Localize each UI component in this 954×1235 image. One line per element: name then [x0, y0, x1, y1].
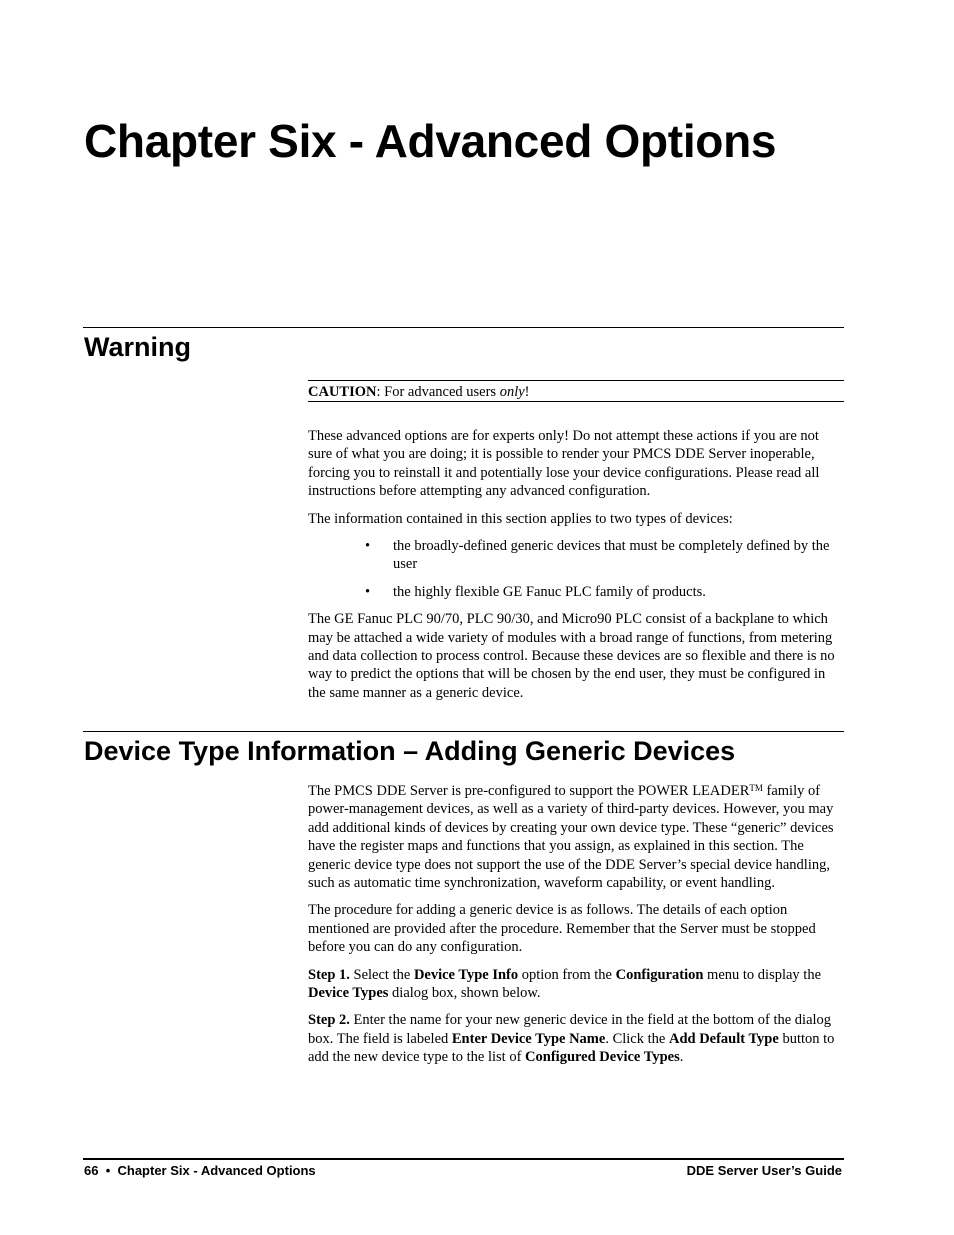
- chapter-title: Chapter Six - Advanced Options: [84, 115, 777, 167]
- caution-label: CAUTION: [308, 384, 377, 400]
- footer-left: [84, 1162, 316, 1179]
- step-term: Configuration: [615, 966, 704, 983]
- footer-rule: [83, 1158, 844, 1160]
- section-rule-device-type: [83, 731, 844, 732]
- step-term: Configured Device Types: [525, 1049, 680, 1066]
- step-term: Enter Device Type Name: [451, 1030, 606, 1047]
- step-text: menu to display the: [703, 966, 822, 983]
- step-2: [308, 1011, 844, 1066]
- section-heading-warning: Warning: [84, 332, 191, 362]
- caution-text-end: !: [524, 384, 530, 400]
- caution-emphasis: only: [499, 384, 525, 400]
- list-item: [365, 583, 844, 601]
- paragraph: The GE Fanuc PLC 90/70, PLC 90/30, and Micro90 PLC consist of a backplane to which may be attached a wide variety of modules with a broad range of functions, from metering and data collection to process control. Because these devices are so flexible and there is no way to predict the options that will be chosen by the end user, they must be configured in the same manner as a generic device.: [308, 611, 835, 701]
- paragraph: The information contained in this section applies to two types of devices:: [308, 510, 733, 527]
- paragraph-text: The PMCS DDE Server is pre-configured to support the POWER LEADER: [308, 783, 750, 799]
- section-heading-device-type: Device Type Information – Adding Generic Devices: [84, 736, 736, 766]
- footer-chapter: Chapter Six - Advanced Options: [117, 1163, 316, 1178]
- step-term: Device Types: [308, 985, 389, 1002]
- step-text: . Click the: [605, 1030, 669, 1047]
- device-type-list: [308, 537, 844, 601]
- paragraph-text: family of power-management devices, as well as a variety of third-party devices. However, you may add additional kinds of devices by creating your own device type. These “generic” devices have the register maps and functions that you assign, as explained in this section. The generic device type does not support the use of the DDE Server’s special device handling, such as automatic time synchronization, waveform capability, or event handling.: [308, 783, 834, 892]
- page-number: 66: [84, 1163, 99, 1178]
- device-type-body: [308, 779, 844, 1076]
- paragraph: [308, 779, 844, 892]
- trademark-mark: TM: [749, 783, 763, 793]
- step-text: option from the: [518, 966, 616, 983]
- step-term: Add Default Type: [668, 1030, 779, 1047]
- step-text: button to add the new device type to the list of: [308, 1030, 835, 1066]
- footer-guide-title: DDE Server User’s Guide: [686, 1163, 842, 1178]
- step-text: Enter the name for your new generic device in the field at the bottom of the dialog box. The field is labeled: [308, 1012, 832, 1047]
- bullet-glyph: •: [365, 538, 371, 555]
- paragraph: These advanced options are for experts only! Do not attempt these actions if you are not sure of what you are doing; it is possible to render your PMCS DDE Server inoperable, forcing you to reinstall it and potentially lose your device configurations. Please read all instructions before attempting any advanced configuration.: [308, 428, 820, 500]
- step-text: .: [679, 1049, 684, 1066]
- section-rule-warning: [83, 327, 844, 328]
- step-term: Device Type Info: [413, 966, 519, 983]
- list-item-text: the highly flexible GE Fanuc PLC family of products.: [393, 583, 706, 600]
- step-label: Step 1.: [308, 966, 350, 983]
- list-item: [365, 537, 844, 574]
- list-item-text: the broadly-defined generic devices that must be completely defined by the user: [393, 538, 830, 573]
- caution-note: [308, 380, 844, 402]
- step-label: Step 2.: [308, 1012, 350, 1029]
- step-text: dialog box, shown below.: [388, 985, 541, 1002]
- bullet-glyph: •: [365, 583, 371, 600]
- warning-body: [308, 427, 844, 711]
- paragraph: The procedure for adding a generic device is as follows. The details of each option mentioned are provided after the procedure. Remember that the Server must be stopped before you can do any configuration.: [308, 902, 816, 956]
- caution-text: : For advanced users: [376, 384, 500, 400]
- step-1: [308, 966, 844, 1003]
- footer-separator: •: [105, 1163, 111, 1178]
- step-text: Select the: [349, 966, 414, 983]
